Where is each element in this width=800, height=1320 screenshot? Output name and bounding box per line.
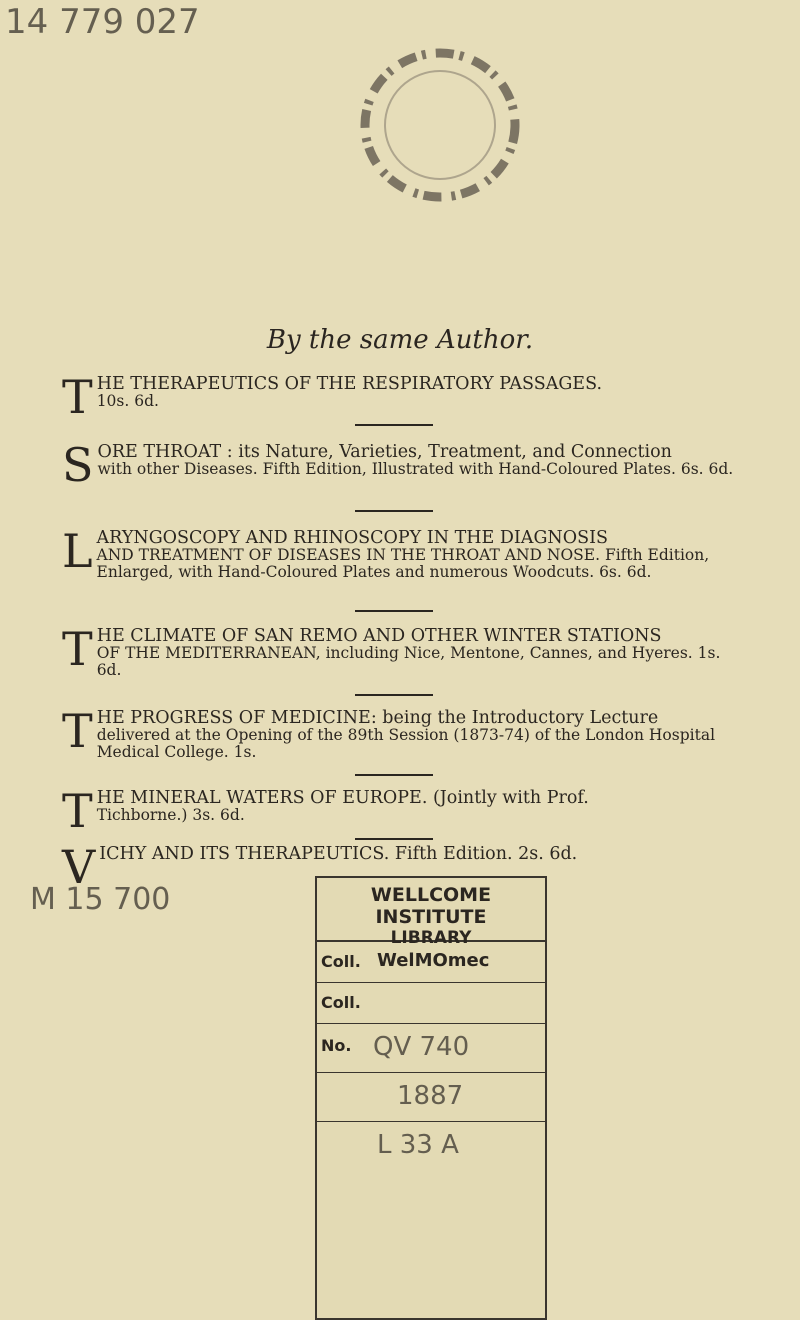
top-handwritten-marks: 14 779 027 xyxy=(5,2,200,42)
entry-title: HE THERAPEUTICS OF THE RESPIRATORY PASSAGES. xyxy=(96,374,603,394)
divider xyxy=(355,510,433,512)
coll-value: WelMOmec xyxy=(377,950,490,971)
margin-handwriting: M 15 700 xyxy=(30,882,171,917)
entry-title: HE CLIMATE OF SAN REMO AND OTHER WINTER STATIONS xyxy=(96,626,662,646)
drop-cap: T xyxy=(62,784,93,838)
entry-mineral-waters xyxy=(62,784,742,838)
drop-cap: T xyxy=(62,622,93,676)
coll-label-2: Coll. xyxy=(321,993,361,1012)
drop-cap: T xyxy=(62,704,93,758)
entry-title: ORE THROAT : its Nature, Varieties, Treatment, and Connection xyxy=(97,442,672,462)
entry-title: ARYNGOSCOPY AND RHINOSCOPY IN THE DIAGNOSIS xyxy=(96,528,608,548)
divider xyxy=(355,424,433,426)
entry-title: HE PROGRESS OF MEDICINE: being the Introductory Lecture xyxy=(96,708,659,728)
entry-details: 10s. 6d. xyxy=(96,392,159,410)
heading: By the same Author. xyxy=(266,325,534,355)
entry-details: OF THE MEDITERRANEAN, including Nice, Mentone, Cannes, and Hyeres. 1s. 6d. xyxy=(96,644,721,679)
drop-cap: S xyxy=(62,438,94,492)
drop-cap: V xyxy=(62,840,96,894)
entry-details: Tichborne.) 3s. 6d. xyxy=(96,806,245,824)
entry-title: ICHY AND ITS THERAPEUTICS. Fifth Edition. 2s. 6d. xyxy=(99,844,578,864)
no-label: No. xyxy=(321,1036,352,1055)
label-title: WELLCOME INSTITUTE xyxy=(370,884,492,928)
entry-title: HE MINERAL WATERS OF EUROPE. (Jointly with Prof. xyxy=(96,788,589,808)
handwritten-code: L 33 A xyxy=(377,1130,459,1160)
library-label xyxy=(315,876,547,1320)
divider xyxy=(355,838,433,840)
entry-laryngoscopy xyxy=(62,524,742,581)
entry-san-remo xyxy=(62,622,742,679)
entry-progress-medicine xyxy=(62,704,742,761)
coll-label: Coll. xyxy=(321,952,361,971)
shelf-mark: QV 740 xyxy=(373,1032,470,1062)
handwritten-year: 1887 xyxy=(397,1081,464,1111)
drop-cap: L xyxy=(62,524,93,578)
divider xyxy=(355,774,433,776)
divider xyxy=(355,610,433,612)
entry-details: AND TREATMENT OF DISEASES IN THE THROAT AND NOSE. Fifth Edition, Enlarged, with Hand-Coloured Plates and numerous Woodcuts. 6s. 6d. xyxy=(96,546,710,581)
entry-respiratory xyxy=(62,370,742,424)
entry-details: with other Diseases. Fifth Edition, Illustrated with Hand-Coloured Plates. 6s. 6d. xyxy=(97,460,734,478)
library-stamp xyxy=(340,40,540,210)
divider xyxy=(355,694,433,696)
entry-details: delivered at the Opening of the 89th Session (1873-74) of the London Hospital Medical College. 1s. xyxy=(96,726,716,761)
entry-sore-throat xyxy=(62,438,742,492)
label-subtitle: LIBRARY xyxy=(390,928,472,948)
drop-cap: T xyxy=(62,370,93,424)
